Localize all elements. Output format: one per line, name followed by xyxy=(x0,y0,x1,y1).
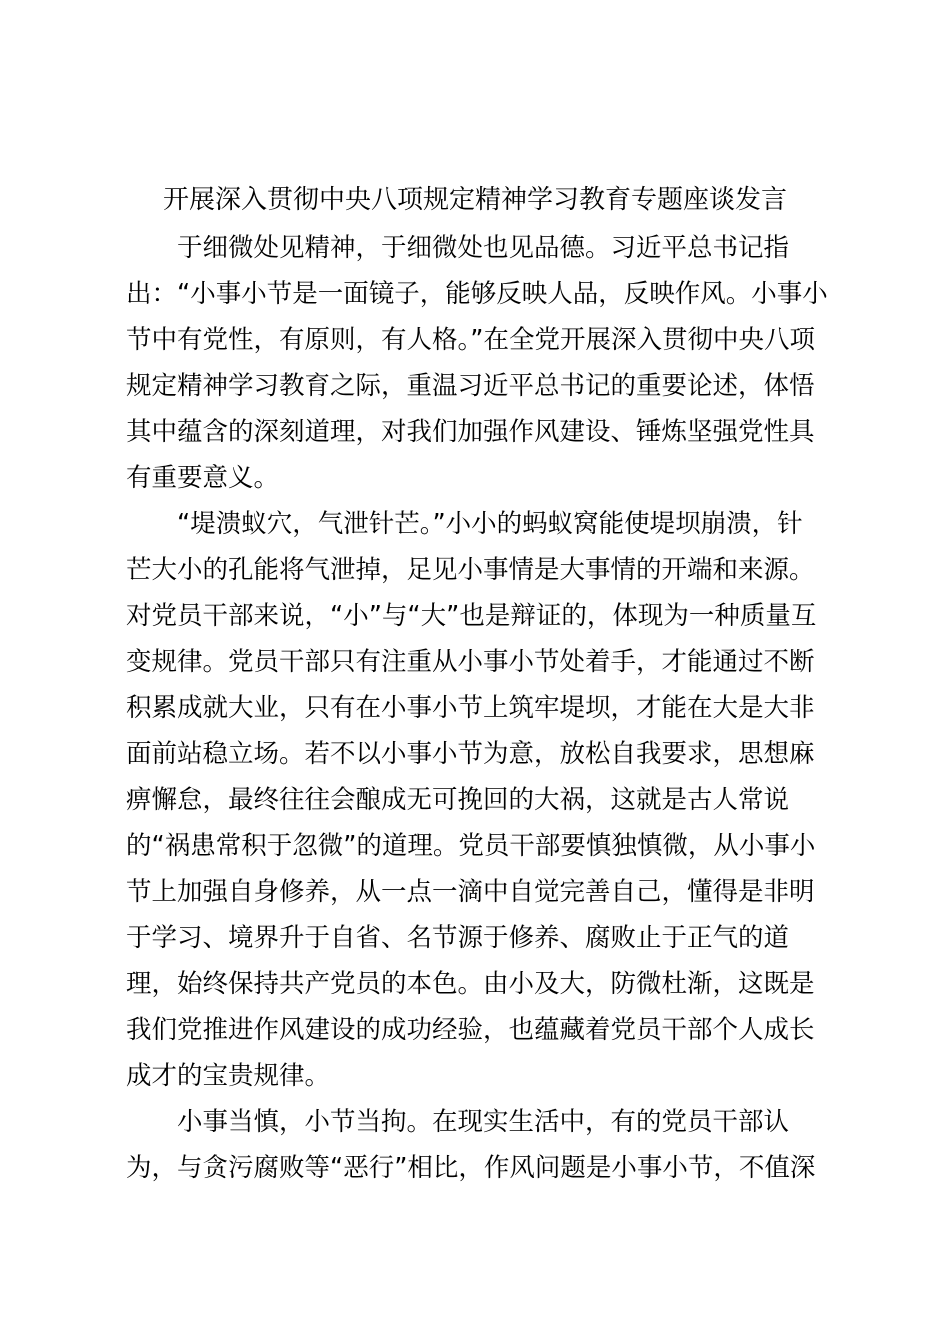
paragraph-line: 节中有党性，有原则，有人格。”在全党开展深入贯彻中央八项 xyxy=(126,325,815,355)
paragraph-line: 于细微处见精神，于细微处也见品德。习近平总书记指 xyxy=(177,233,790,263)
paragraph-line: 芒大小的孔能将气泄掉，足见小事情是大事情的开端和来源。 xyxy=(126,555,815,585)
paragraph-line: 其中蕴含的深刻道理，对我们加强作风建设、锤炼坚强党性具 xyxy=(126,417,815,447)
paragraph-line: 规定精神学习教育之际，重温习近平总书记的重要论述，体悟 xyxy=(126,371,815,401)
paragraph-line: 变规律。党员干部只有注重从小事小节处着手，才能通过不断 xyxy=(126,647,815,677)
paragraph-line: 痹懈怠，最终往往会酿成无可挽回的大祸，这就是古人常说 xyxy=(126,785,790,815)
paragraph-line: “堤溃蚁穴，气泄针芒。”小小的蚂蚁窝能使堤坝崩溃，针 xyxy=(177,509,803,539)
paragraph-line: 的“祸患常积于忽微”的道理。党员干部要慎独慎微，从小事小 xyxy=(126,831,816,861)
paragraph-line: 对党员干部来说，“小”与“大”也是辩证的，体现为一种质量互 xyxy=(126,601,817,631)
paragraph-line: 积累成就大业，只有在小事小节上筑牢堤坝，才能在大是大非 xyxy=(126,693,815,723)
paragraph-line: 为，与贪污腐败等“恶行”相比，作风问题是小事小节，不值深 xyxy=(126,1153,816,1183)
paragraph-line: 于学习、境界升于自省、名节源于修养、腐败止于正气的道 xyxy=(126,923,790,953)
paragraph-line: 小事当慎，小节当拘。在现实生活中，有的党员干部认 xyxy=(177,1107,790,1137)
document-title: 开展深入贯彻中央八项规定精神学习教育专题座谈发言 xyxy=(162,185,787,215)
paragraph-line: 成才的宝贵规律。 xyxy=(126,1061,331,1091)
paragraph-line: 出：“小事小节是一面镜子，能够反映人品，反映作风。小事小 xyxy=(126,279,828,309)
paragraph-line: 有重要意义。 xyxy=(126,463,280,493)
paragraph-line: 节上加强自身修养，从一点一滴中自觉完善自己，懂得是非明 xyxy=(126,877,815,907)
paragraph-line: 理，始终保持共产党员的本色。由小及大，防微杜渐，这既是 xyxy=(126,969,815,999)
paragraph-line: 面前站稳立场。若不以小事小节为意，放松自我要求，思想麻 xyxy=(126,739,815,769)
paragraph-line: 我们党推进作风建设的成功经验，也蕴藏着党员干部个人成长 xyxy=(126,1015,815,1045)
document-body xyxy=(126,225,826,1191)
